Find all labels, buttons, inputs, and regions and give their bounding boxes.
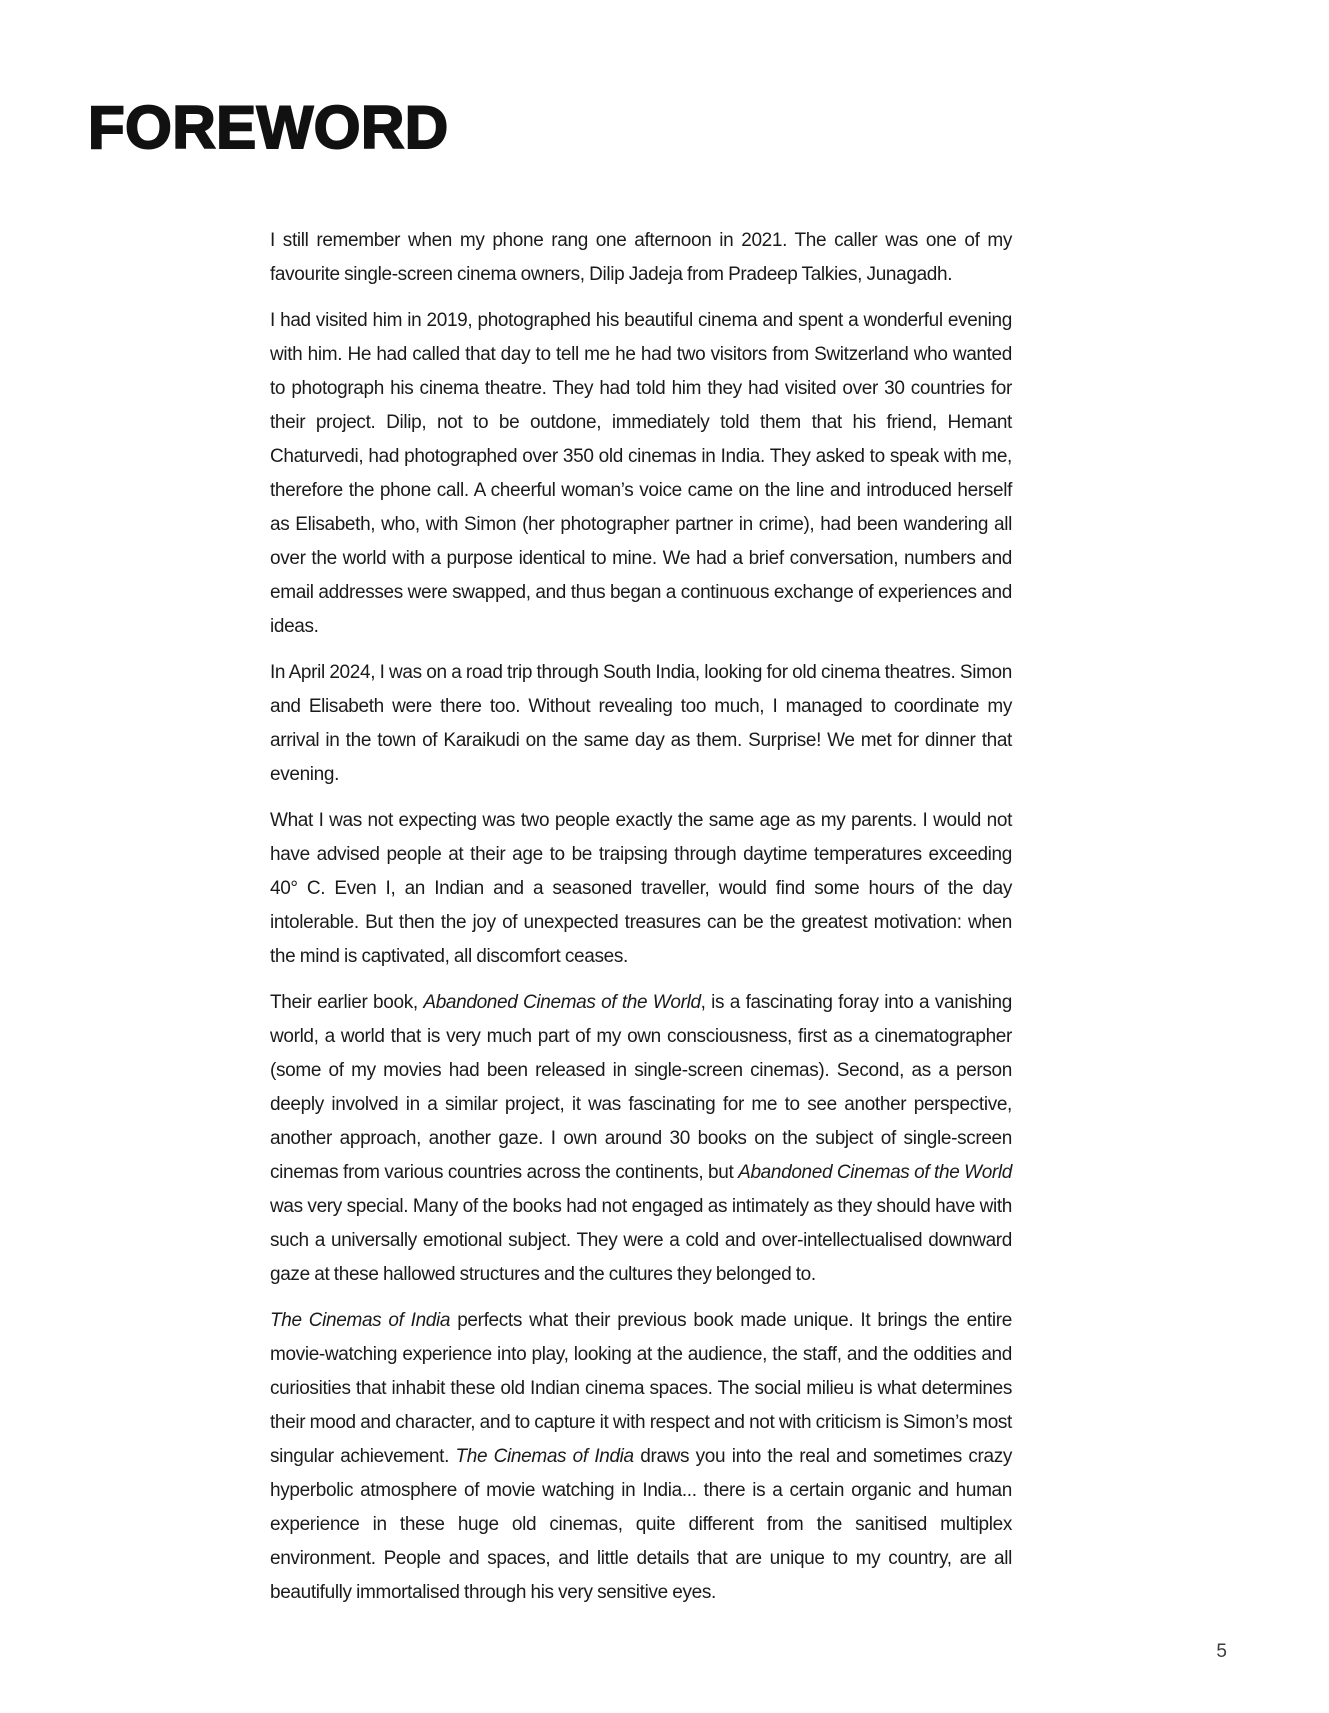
paragraph-text: I had visited him in 2019, photographed his beautiful cinema and spent a wonderful evening with him. He had called that day to tell me he had two visitors from Switzerland who wanted to photograph his cinema theatre. They had told him they had visited over 30 countries for their project. Dilip, not to be outdone, immediately told them that his friend, Hemant Chaturvedi, had photographed over 350 old cinemas in India. They asked to speak with me, therefore the phone call. A cheerful woman’s voice came on the line and introduced herself as Elisabeth, who, with Simon (her photographer partner in crime), had been wandering all over the world with a purpose identical to mine. We had a brief conversation, numbers and email addresses were swapped, and thus began a continuous exchange of experiences and ideas.: [270, 310, 1012, 637]
paragraph: [270, 986, 1012, 1292]
page-title: FOREWORD: [88, 94, 449, 161]
paragraph: [270, 804, 1012, 974]
paragraph: [270, 1304, 1012, 1610]
book-title-text: Abandoned Cinemas of the World: [738, 1162, 1013, 1183]
paragraph-text: draws you into the real and sometimes crazy hyperbolic atmosphere of movie watching in India... there is a certain organic and human experience in these huge old cinemas, quite different from the sanitised multiplex environment. People and spaces, and little details that are unique to my country, are all beautifully immortalised through his very sensitive eyes.: [270, 1446, 1013, 1603]
paragraph-text: was very special. Many of the books had not engaged as intimately as they should have with such a universally emotional subject. They were a cold and over-intellectualised downward gaze at these hallowed structures and the cultures they belonged to.: [270, 1196, 1012, 1285]
paragraph-text: , is a fascinating foray into a vanishing world, a world that is very much part of my own consciousness, first as a cinematographer (some of my movies had been released in single-screen cinemas). Second, as a person deeply involved in a similar project, it was fascinating for me to see another perspective, another approach, another gaze. I own around 30 books on the subject of single-screen cinemas from various countries across the continents, but: [270, 992, 1012, 1183]
book-title-text: The Cinemas of India: [270, 1310, 451, 1331]
paragraph: [270, 656, 1012, 792]
foreword-body: [270, 224, 1012, 1622]
paragraph-text: What I was not expecting was two people exactly the same age as my parents. I would not have advised people at their age to be traipsing through daytime temperatures exceeding 40° C. Even I, an Indian and a seasoned traveller, would find some hours of the day intolerable. But then the joy of unexpected treasures can be the greatest motivation: when the mind is captivated, all discomfort ceases.: [270, 810, 1012, 967]
page-number: 5: [1216, 1641, 1227, 1662]
book-title-text: The Cinemas of India: [455, 1446, 634, 1467]
paragraph-text: I still remember when my phone rang one afternoon in 2021. The caller was one of my favourite single-screen cinema owners, Dilip Jadeja from Pradeep Talkies, Junagadh.: [270, 230, 1012, 285]
paragraph-text: In April 2024, I was on a road trip through South India, looking for old cinema theatres. Simon and Elisabeth were there too. Without revealing too much, I managed to coordinate my arrival in the town of Karaikudi on the same day as them. Surprise! We met for dinner that evening.: [270, 662, 1012, 785]
paragraph: [270, 304, 1012, 644]
paragraph-text: perfects what their previous book made unique. It brings the entire movie-watching experience into play, looking at the audience, the staff, and the oddities and curiosities that inhabit these old Indian cinema spaces. The social milieu is what determines their mood and character, and to capture it with respect and not with criticism is Simon’s most singular achievement.: [270, 1310, 1012, 1467]
paragraph-text: Their earlier book,: [270, 992, 424, 1013]
book-title-text: Abandoned Cinemas of the World: [423, 992, 701, 1013]
paragraph: [270, 224, 1012, 292]
